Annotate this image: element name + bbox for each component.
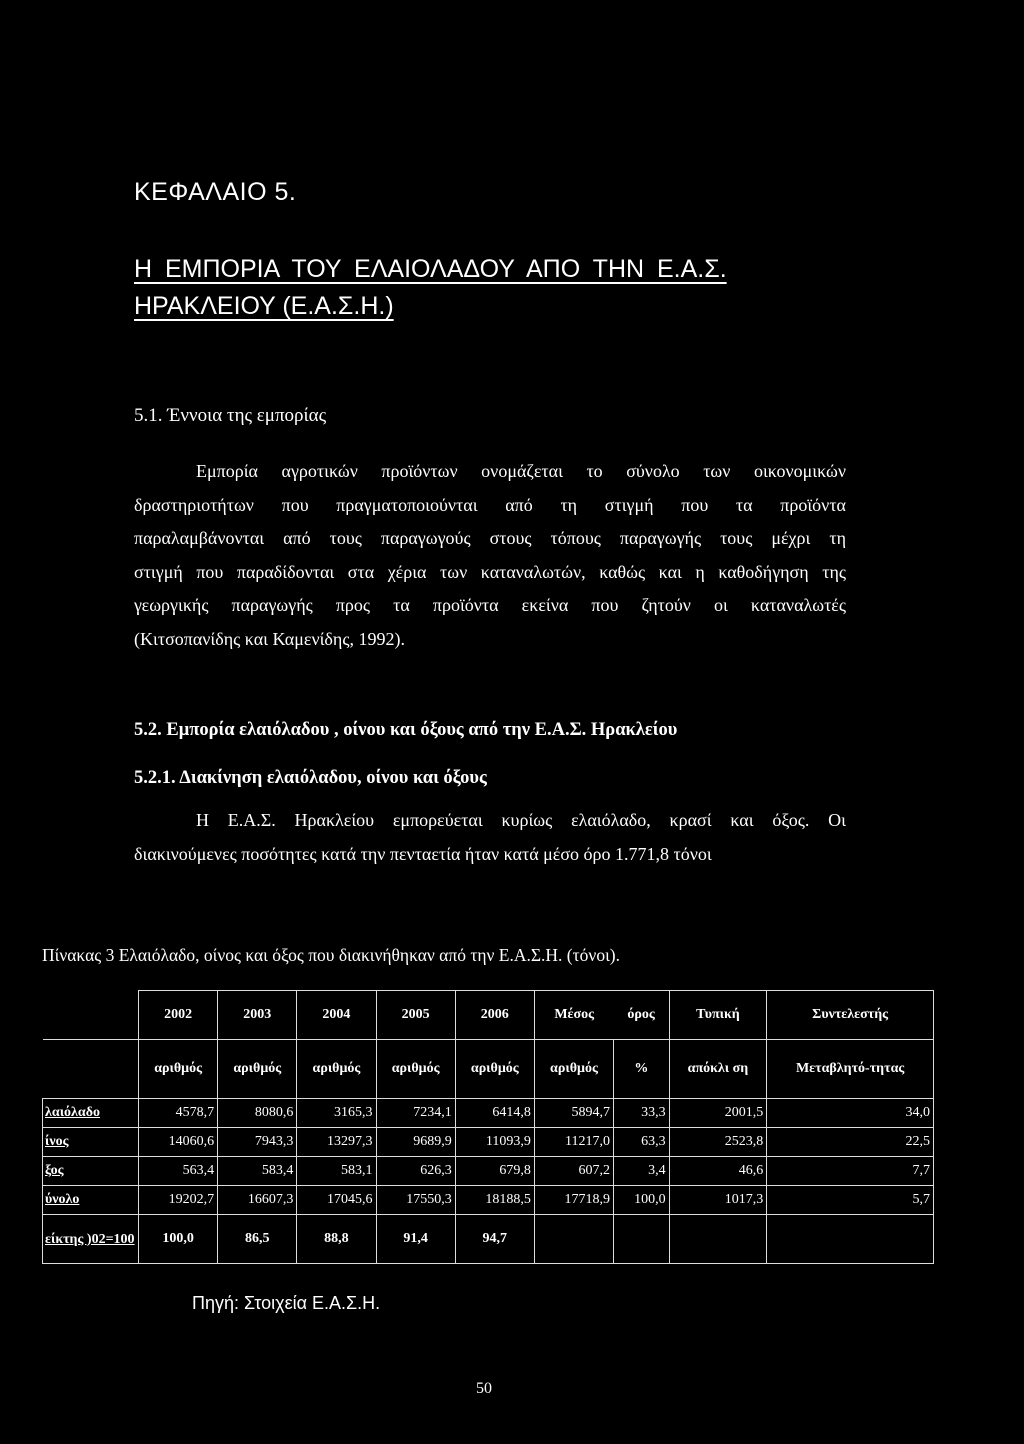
table-cell: 100,0 [139,1215,218,1264]
chapter-heading: ΚΕΦΑΛΑΙΟ 5. [134,178,297,206]
table-cell: 626,3 [376,1157,455,1186]
table-subheader-cell: Μεταβλητό-τητας [767,1040,934,1099]
table-subheader-cell: αριθμός [534,1040,613,1099]
chapter-title-line-2: ΗΡΑΚΛΕΙΟΥ (Ε.Α.Σ.Η.) [134,292,394,320]
table-cell: 17045,6 [297,1186,376,1215]
table-corner-cell [43,1040,139,1099]
table-cell: 5894,7 [534,1099,613,1128]
table-cell: 91,4 [376,1215,455,1264]
trade-volume-table [42,990,934,1264]
table-row [43,1099,934,1128]
table-corner-cell [43,991,139,1040]
table-cell: 9689,9 [376,1128,455,1157]
table-cell: 7943,3 [218,1128,297,1157]
table-header-cell: 2002 [139,991,218,1040]
table-cell [534,1215,613,1264]
paragraph-trade-volume [134,804,846,871]
paragraph-line: Εμπορία αγροτικών προϊόντων ονομάζεται το σύνολο των οικονομικών [196,461,846,481]
table-cell: 583,1 [297,1157,376,1186]
table-row [43,1215,934,1264]
table-cell: 7234,1 [376,1099,455,1128]
table-subheader-cell: αριθμός [218,1040,297,1099]
table-cell [614,1215,670,1264]
section-5-2-1-heading: 5.2.1. Διακίνηση ελαιόλαδου, οίνου και όξους [134,768,487,788]
table-cell: 1017,3 [669,1186,767,1215]
table-header-cell: 2006 [455,991,534,1040]
table-cell [669,1215,767,1264]
table-subheader-cell: αριθμός [455,1040,534,1099]
section-5-1-heading: 5.1. Έννοια της εμπορίας [134,405,327,426]
table-cell: 13297,3 [297,1128,376,1157]
table-header-cell: Συντελεστής [767,991,934,1040]
page-number: 50 [476,1380,492,1397]
section-5-2-heading: 5.2. Εμπορία ελαιόλαδου , οίνου και όξους από την Ε.Α.Σ. Ηρακλείου [134,720,678,740]
table-row [43,1157,934,1186]
table-row [43,1128,934,1157]
paragraph-line: γεωργικής παραγωγής προς τα προϊόντα εκείνα που ζητούν οι καταναλωτές [134,595,846,615]
table-cell: 3,4 [614,1157,670,1186]
table-cell: 2523,8 [669,1128,767,1157]
paragraph-marketing-definition [134,455,846,656]
table-cell [767,1215,934,1264]
table-cell: 3165,3 [297,1099,376,1128]
table-cell: 607,2 [534,1157,613,1186]
table-cell: 17718,9 [534,1186,613,1215]
paragraph-line: διακινούμενες ποσότητες κατά την πενταετία ήταν κατά μέσο όρο 1.771,8 τόνοι [134,843,712,864]
table-cell: 2001,5 [669,1099,767,1128]
table-cell: 16607,3 [218,1186,297,1215]
table-cell: 4578,7 [139,1099,218,1128]
table-subheader-cell: % [614,1040,670,1099]
table-cell: 46,6 [669,1157,767,1186]
table-cell: 14060,6 [139,1128,218,1157]
table-header-row [43,991,934,1040]
paragraph-line: δραστηριοτήτων που πραγματοποιούνται από τη στιγμή που τα προϊόντα [134,494,846,515]
row-label: είκτης )02=100 [43,1215,139,1264]
row-label: λαιόλαδο [43,1099,139,1128]
row-label: ύνολο [43,1186,139,1215]
table-cell: 583,4 [218,1157,297,1186]
table-header-cell: 2003 [218,991,297,1040]
table-subheader-cell: αριθμός [139,1040,218,1099]
table-caption: Πίνακας 3 Ελαιόλαδο, οίνος και όξος που διακινήθηκαν από την Ε.Α.Σ.Η. (τόνοι). [42,945,620,965]
table-cell: 5,7 [767,1186,934,1215]
table-cell: 8080,6 [218,1099,297,1128]
table-cell: 7,7 [767,1157,934,1186]
table-cell: 19202,7 [139,1186,218,1215]
table-subheader-row [43,1040,934,1099]
table-header-cell: 2004 [297,991,376,1040]
table-cell: 679,8 [455,1157,534,1186]
table-cell: 63,3 [614,1128,670,1157]
table-cell: 88,8 [297,1215,376,1264]
table-cell: 94,7 [455,1215,534,1264]
paragraph-line: (Κιτσοπανίδης και Καμενίδης, 1992). [134,628,405,649]
paragraph-line: Η Ε.Α.Σ. Ηρακλείου εμπορεύεται κυρίως ελαιόλαδο, κρασί και όξος. Οι [196,810,846,830]
table-cell: 86,5 [218,1215,297,1264]
table-source-note: Πηγή: Στοιχεία Ε.Α.Σ.Η. [192,1293,381,1313]
table-cell: 22,5 [767,1128,934,1157]
table-cell: 17550,3 [376,1186,455,1215]
table-subheader-cell: αριθμός [297,1040,376,1099]
chapter-title-line-1: Η ΕΜΠΟΡΙΑ ΤΟΥ ΕΛΑΙΟΛΑΔΟΥ ΑΠΟ ΤΗΝ Ε.Α.Σ. [134,255,727,283]
table-header-cell: Μέσος [534,991,613,1040]
table-subheader-cell: αριθμός [376,1040,455,1099]
table-cell: 11217,0 [534,1128,613,1157]
table-subheader-cell: απόκλι ση [669,1040,767,1099]
paragraph-line: στιγμή που παραδίδονται στα χέρια των καταναλωτών, καθώς και η καθοδήγηση της [134,561,846,582]
row-label: ίνος [43,1128,139,1157]
table-cell: 563,4 [139,1157,218,1186]
paragraph-line: παραλαμβάνονται από τους παραγωγούς στους τόπους παραγωγής τους μέχρι τη [134,528,846,548]
table-header-cell: 2005 [376,991,455,1040]
table-cell: 11093,9 [455,1128,534,1157]
table-cell: 18188,5 [455,1186,534,1215]
row-label: ξος [43,1157,139,1186]
table-header-cell: όρος [614,991,670,1040]
table-row [43,1186,934,1215]
table-header-cell: Τυπική [669,991,767,1040]
table-cell: 6414,8 [455,1099,534,1128]
table-cell: 34,0 [767,1099,934,1128]
table-cell: 33,3 [614,1099,670,1128]
table-cell: 100,0 [614,1186,670,1215]
